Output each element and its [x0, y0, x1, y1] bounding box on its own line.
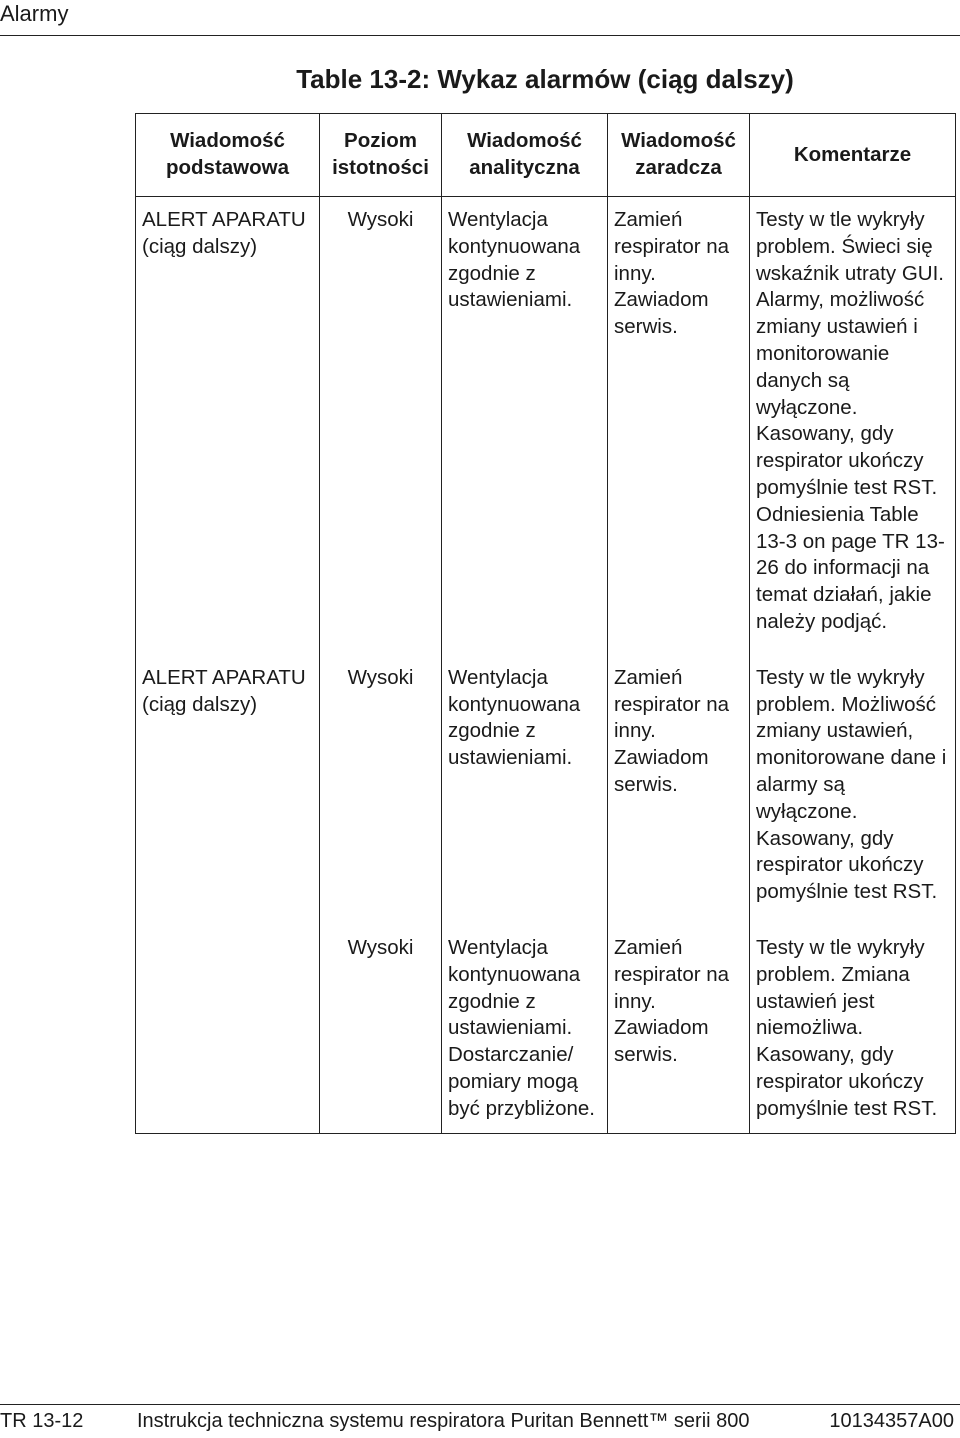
footer-rule [0, 1404, 960, 1405]
cell-base: ALERT APARATU (ciąg dalszy) [136, 650, 320, 920]
table-row [136, 920, 956, 1133]
header-rule [0, 35, 960, 36]
alarm-table [135, 113, 956, 1134]
column-header-base: Wiadomość podstawowa [136, 114, 320, 197]
cell-comments: Testy w tle wykryły problem. Zmiana ustawień jest niemożliwa. Kasowany, gdy respirator ukończy pomyślnie test RST. [750, 920, 956, 1133]
cell-remedy: Zamień respirator na inny. Zawiadom serwis. [608, 197, 750, 650]
column-header-level: Poziom istotności [320, 114, 442, 197]
cell-comments: Testy w tle wykryły problem. Możliwość zmiany ustawień, monitorowane dane i alarmy są wyłączone. Kasowany, gdy respirator ukończy pomyślnie test RST. [750, 650, 956, 920]
cell-level: Wysoki [320, 650, 442, 920]
cell-comments: Testy w tle wykryły problem. Świeci się wskaźnik utraty GUI. Alarmy, możliwość zmiany ustawień i monitorowanie danych są wyłączone. Kasowany, gdy respirator ukończy pomyślnie test RST. Odniesienia Table 13-3 on page TR 13-26 do informacji na temat działań, jakie należy podjąć. [750, 197, 956, 650]
document-number: 10134357A00 [829, 1410, 954, 1432]
cell-base: ALERT APARATU (ciąg dalszy) [136, 197, 320, 650]
column-header-remedy: Wiadomość zaradcza [608, 114, 750, 197]
cell-analytic: Wentylacja kontynuowana zgodnie z ustawieniami. [442, 197, 608, 650]
cell-analytic: Wentylacja kontynuowana zgodnie z ustawieniami. [442, 650, 608, 920]
table-title: Table 13-2: Wykaz alarmów (ciąg dalszy) [296, 64, 794, 94]
column-header-comments: Komentarze [750, 114, 956, 197]
running-header: Alarmy [0, 1, 69, 26]
table-header-row [136, 114, 956, 197]
cell-level: Wysoki [320, 197, 442, 650]
cell-base [136, 920, 320, 1133]
page-number: TR 13-12 [0, 1410, 84, 1432]
table-row [136, 650, 956, 920]
manual-title: Instrukcja techniczna systemu respiratora Puritan Bennett™ serii 800 [137, 1410, 750, 1432]
table-row [136, 197, 956, 650]
cell-analytic: Wentylacja kontynuowana zgodnie z ustawieniami. Dostarczanie/ pomiary mogą być przybliżone. [442, 920, 608, 1133]
column-header-analytic: Wiadomość analityczna [442, 114, 608, 197]
cell-level: Wysoki [320, 920, 442, 1133]
cell-remedy: Zamień respirator na inny. Zawiadom serwis. [608, 650, 750, 920]
cell-remedy: Zamień respirator na inny. Zawiadom serwis. [608, 920, 750, 1133]
